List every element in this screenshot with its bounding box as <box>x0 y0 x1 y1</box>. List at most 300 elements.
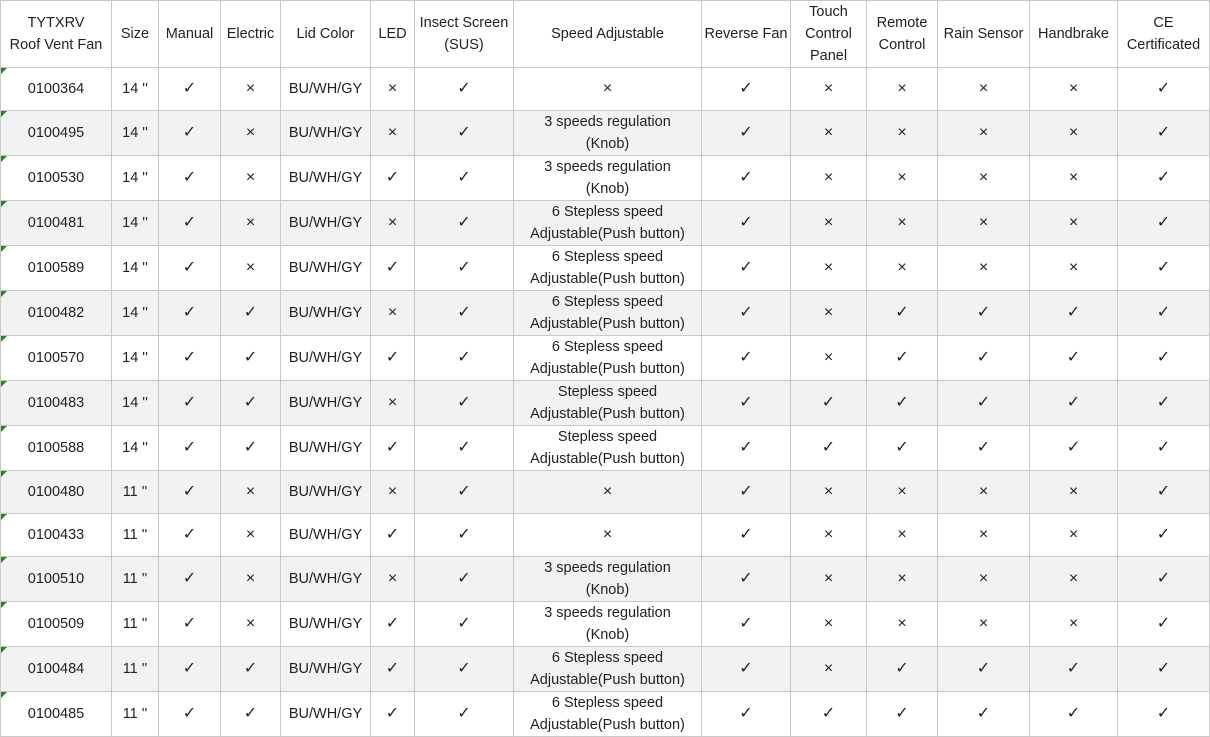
cell-rain-sensor <box>938 647 1030 692</box>
cell-handbrake <box>1030 426 1118 471</box>
cell-led <box>371 514 415 557</box>
check-icon: ✓ <box>976 439 991 456</box>
cell-size: 14 '' <box>112 111 159 156</box>
check-icon: ✓ <box>821 439 836 456</box>
cell-speed-adjustable: Stepless speed Adjustable(Push button) <box>514 426 702 471</box>
check-icon: ✓ <box>182 304 197 321</box>
cell-led <box>371 336 415 381</box>
check-icon: ✓ <box>1066 349 1081 366</box>
cell-size: 14 '' <box>112 68 159 111</box>
cross-icon: × <box>823 660 834 677</box>
check-icon: ✓ <box>182 526 197 543</box>
table-header <box>1 1 1210 68</box>
check-icon: ✓ <box>895 304 909 321</box>
cross-icon: × <box>245 169 256 186</box>
cell-lid-color: BU/WH/GY <box>281 68 371 111</box>
cell-lid-color: BU/WH/GY <box>281 246 371 291</box>
cell-lid-color: BU/WH/GY <box>281 426 371 471</box>
cell-manual <box>159 557 221 602</box>
cell-ce-certificated <box>1118 647 1210 692</box>
cell-electric <box>221 291 281 336</box>
header-row <box>1 1 1210 68</box>
cell-insect-screen <box>415 156 514 201</box>
cell-ce-certificated <box>1118 336 1210 381</box>
cell-led <box>371 68 415 111</box>
cell-model: 0100570 <box>1 336 112 381</box>
check-icon: ✓ <box>739 80 753 97</box>
cell-touch-control-panel <box>791 201 867 246</box>
cross-icon: × <box>823 483 834 500</box>
cell-reverse-fan <box>702 647 791 692</box>
check-icon: ✓ <box>457 259 471 276</box>
check-icon: ✓ <box>243 349 258 366</box>
cell-reverse-fan <box>702 426 791 471</box>
cell-touch-control-panel <box>791 471 867 514</box>
cell-handbrake <box>1030 471 1118 514</box>
check-icon: ✓ <box>182 570 197 587</box>
check-icon: ✓ <box>895 349 909 366</box>
cell-rain-sensor <box>938 201 1030 246</box>
cell-insect-screen <box>415 692 514 737</box>
cross-icon: × <box>978 526 989 543</box>
cross-icon: × <box>978 169 989 186</box>
check-icon: ✓ <box>1066 660 1081 677</box>
cell-rain-sensor <box>938 426 1030 471</box>
cross-icon: × <box>245 483 256 500</box>
cell-electric <box>221 647 281 692</box>
header-led: LED <box>371 1 415 68</box>
cross-icon: × <box>978 615 989 632</box>
table-row <box>1 156 1210 201</box>
cell-led <box>371 246 415 291</box>
header-ce-certificated: CE Certificated <box>1118 1 1210 68</box>
cell-insect-screen <box>415 246 514 291</box>
cross-icon: × <box>1068 80 1079 97</box>
header-size: Size <box>112 1 159 68</box>
cell-insect-screen <box>415 602 514 647</box>
check-icon: ✓ <box>976 660 991 677</box>
cell-electric <box>221 68 281 111</box>
cell-remote-control <box>867 336 938 381</box>
cell-led <box>371 692 415 737</box>
check-icon: ✓ <box>243 304 258 321</box>
cell-model: 0100589 <box>1 246 112 291</box>
cross-icon: × <box>897 526 907 543</box>
cell-ce-certificated <box>1118 291 1210 336</box>
cell-touch-control-panel <box>791 336 867 381</box>
check-icon: ✓ <box>976 394 991 411</box>
cell-reverse-fan <box>702 68 791 111</box>
cross-icon: × <box>823 304 834 321</box>
check-icon: ✓ <box>976 705 991 722</box>
cell-led <box>371 426 415 471</box>
cell-handbrake <box>1030 291 1118 336</box>
header-model: TYTXRV Roof Vent Fan <box>1 1 112 68</box>
cell-touch-control-panel <box>791 381 867 426</box>
check-icon: ✓ <box>457 214 471 231</box>
cell-lid-color: BU/WH/GY <box>281 156 371 201</box>
header-lid-color: Lid Color <box>281 1 371 68</box>
check-icon: ✓ <box>243 705 258 722</box>
cell-lid-color: BU/WH/GY <box>281 111 371 156</box>
cell-size: 11 '' <box>112 557 159 602</box>
table-row <box>1 201 1210 246</box>
check-icon: ✓ <box>821 705 836 722</box>
cross-icon: × <box>897 80 907 97</box>
cross-icon: × <box>978 483 989 500</box>
cross-icon: × <box>978 259 989 276</box>
check-icon: ✓ <box>457 394 471 411</box>
cross-icon: × <box>823 169 834 186</box>
check-icon: ✓ <box>895 705 909 722</box>
check-icon: ✓ <box>1156 169 1171 186</box>
cell-insect-screen <box>415 426 514 471</box>
cell-handbrake <box>1030 514 1118 557</box>
cell-size: 14 '' <box>112 291 159 336</box>
cell-manual <box>159 647 221 692</box>
check-icon: ✓ <box>1156 124 1171 141</box>
cell-size: 14 '' <box>112 246 159 291</box>
cell-touch-control-panel <box>791 557 867 602</box>
cell-remote-control <box>867 471 938 514</box>
check-icon: ✓ <box>243 394 258 411</box>
check-icon: ✓ <box>1156 526 1171 543</box>
cell-remote-control <box>867 156 938 201</box>
cell-reverse-fan <box>702 291 791 336</box>
cell-handbrake <box>1030 692 1118 737</box>
cell-manual <box>159 381 221 426</box>
cell-handbrake <box>1030 68 1118 111</box>
cell-electric <box>221 156 281 201</box>
cell-ce-certificated <box>1118 156 1210 201</box>
cell-handbrake <box>1030 647 1118 692</box>
cell-remote-control <box>867 201 938 246</box>
cell-manual <box>159 201 221 246</box>
header-handbrake: Handbrake <box>1030 1 1118 68</box>
cell-manual <box>159 471 221 514</box>
cross-icon: × <box>823 259 834 276</box>
cell-model: 0100480 <box>1 471 112 514</box>
cell-manual <box>159 514 221 557</box>
cell-rain-sensor <box>938 291 1030 336</box>
check-icon: ✓ <box>182 80 197 97</box>
header-reverse-fan: Reverse Fan <box>702 1 791 68</box>
cross-icon: × <box>1068 169 1079 186</box>
check-icon: ✓ <box>457 660 471 677</box>
check-icon: ✓ <box>1156 570 1171 587</box>
cell-speed-adjustable: 3 speeds regulation (Knob) <box>514 557 702 602</box>
cell-lid-color: BU/WH/GY <box>281 381 371 426</box>
table-row <box>1 647 1210 692</box>
check-icon: ✓ <box>1156 705 1171 722</box>
cross-icon: × <box>1068 214 1079 231</box>
cell-manual <box>159 246 221 291</box>
cell-electric <box>221 514 281 557</box>
cell-manual <box>159 336 221 381</box>
header-insect-screen: Insect Screen (SUS) <box>415 1 514 68</box>
cell-model: 0100510 <box>1 557 112 602</box>
cell-handbrake <box>1030 381 1118 426</box>
cell-led <box>371 557 415 602</box>
cell-lid-color: BU/WH/GY <box>281 514 371 557</box>
cell-handbrake <box>1030 336 1118 381</box>
table-row <box>1 426 1210 471</box>
check-icon: ✓ <box>739 304 753 321</box>
header-remote-control: Remote Control <box>867 1 938 68</box>
check-icon: ✓ <box>739 570 753 587</box>
check-icon: ✓ <box>739 169 753 186</box>
cell-lid-color: BU/WH/GY <box>281 602 371 647</box>
cell-insect-screen <box>415 381 514 426</box>
cross-icon: × <box>978 570 989 587</box>
check-icon: ✓ <box>739 214 753 231</box>
cell-insect-screen <box>415 336 514 381</box>
cell-electric <box>221 111 281 156</box>
cell-reverse-fan <box>702 557 791 602</box>
cell-insect-screen <box>415 68 514 111</box>
cell-manual <box>159 291 221 336</box>
cell-ce-certificated <box>1118 557 1210 602</box>
table-row <box>1 557 1210 602</box>
cell-touch-control-panel <box>791 246 867 291</box>
cross-icon: × <box>245 570 256 587</box>
check-icon: ✓ <box>1156 439 1171 456</box>
cell-led <box>371 111 415 156</box>
cross-icon: × <box>387 483 398 500</box>
cell-electric <box>221 201 281 246</box>
cell-touch-control-panel <box>791 156 867 201</box>
cell-speed-adjustable: Stepless speed Adjustable(Push button) <box>514 381 702 426</box>
cross-icon: × <box>245 80 256 97</box>
cell-touch-control-panel <box>791 426 867 471</box>
check-icon: ✓ <box>182 169 197 186</box>
cell-touch-control-panel <box>791 68 867 111</box>
cell-remote-control <box>867 291 938 336</box>
cell-model: 0100530 <box>1 156 112 201</box>
cell-model: 0100509 <box>1 602 112 647</box>
cell-model: 0100495 <box>1 111 112 156</box>
header-electric: Electric <box>221 1 281 68</box>
cell-handbrake <box>1030 246 1118 291</box>
cross-icon: × <box>897 259 907 276</box>
cell-size: 11 '' <box>112 471 159 514</box>
cell-lid-color: BU/WH/GY <box>281 471 371 514</box>
cell-reverse-fan <box>702 514 791 557</box>
cross-icon: × <box>823 80 834 97</box>
cell-reverse-fan <box>702 381 791 426</box>
cell-reverse-fan <box>702 246 791 291</box>
check-icon: ✓ <box>182 349 197 366</box>
cell-remote-control <box>867 111 938 156</box>
check-icon: ✓ <box>182 705 197 722</box>
check-icon: ✓ <box>457 615 471 632</box>
check-icon: ✓ <box>182 439 197 456</box>
cell-handbrake <box>1030 201 1118 246</box>
cell-model: 0100481 <box>1 201 112 246</box>
cell-speed-adjustable <box>514 471 702 514</box>
check-icon: ✓ <box>739 615 753 632</box>
cell-ce-certificated <box>1118 471 1210 514</box>
cell-speed-adjustable: 6 Stepless speed Adjustable(Push button) <box>514 647 702 692</box>
cell-handbrake <box>1030 111 1118 156</box>
check-icon: ✓ <box>385 259 400 276</box>
cell-rain-sensor <box>938 692 1030 737</box>
check-icon: ✓ <box>1156 304 1171 321</box>
cell-reverse-fan <box>702 201 791 246</box>
check-icon: ✓ <box>385 705 400 722</box>
cell-remote-control <box>867 246 938 291</box>
cell-rain-sensor <box>938 557 1030 602</box>
check-icon: ✓ <box>1066 304 1081 321</box>
cell-led <box>371 471 415 514</box>
cell-electric <box>221 471 281 514</box>
cell-insect-screen <box>415 291 514 336</box>
check-icon: ✓ <box>1066 439 1081 456</box>
check-icon: ✓ <box>182 124 197 141</box>
cross-icon: × <box>823 526 834 543</box>
cell-rain-sensor <box>938 246 1030 291</box>
cell-rain-sensor <box>938 602 1030 647</box>
cell-rain-sensor <box>938 336 1030 381</box>
cell-model: 0100484 <box>1 647 112 692</box>
check-icon: ✓ <box>182 483 197 500</box>
cell-reverse-fan <box>702 336 791 381</box>
cell-lid-color: BU/WH/GY <box>281 291 371 336</box>
table-row <box>1 602 1210 647</box>
cell-ce-certificated <box>1118 692 1210 737</box>
cell-touch-control-panel <box>791 602 867 647</box>
cell-remote-control <box>867 647 938 692</box>
cell-lid-color: BU/WH/GY <box>281 692 371 737</box>
cell-lid-color: BU/WH/GY <box>281 336 371 381</box>
cell-ce-certificated <box>1118 426 1210 471</box>
cell-rain-sensor <box>938 381 1030 426</box>
table-row <box>1 336 1210 381</box>
cross-icon: × <box>978 80 989 97</box>
check-icon: ✓ <box>739 394 753 411</box>
cell-rain-sensor <box>938 471 1030 514</box>
check-icon: ✓ <box>182 615 197 632</box>
cell-handbrake <box>1030 156 1118 201</box>
header-manual: Manual <box>159 1 221 68</box>
check-icon: ✓ <box>739 439 753 456</box>
cell-speed-adjustable <box>514 514 702 557</box>
check-icon: ✓ <box>1066 705 1081 722</box>
cell-led <box>371 201 415 246</box>
check-icon: ✓ <box>895 439 909 456</box>
cell-speed-adjustable: 3 speeds regulation (Knob) <box>514 111 702 156</box>
check-icon: ✓ <box>243 660 258 677</box>
cell-reverse-fan <box>702 602 791 647</box>
cell-electric <box>221 557 281 602</box>
cell-manual <box>159 68 221 111</box>
cell-insect-screen <box>415 111 514 156</box>
cell-speed-adjustable: 6 Stepless speed Adjustable(Push button) <box>514 336 702 381</box>
cell-speed-adjustable: 6 Stepless speed Adjustable(Push button) <box>514 692 702 737</box>
cross-icon: × <box>978 214 989 231</box>
cell-speed-adjustable: 6 Stepless speed Adjustable(Push button) <box>514 246 702 291</box>
check-icon: ✓ <box>182 660 197 677</box>
table-row <box>1 381 1210 426</box>
cell-size: 14 '' <box>112 201 159 246</box>
check-icon: ✓ <box>1156 483 1171 500</box>
cell-speed-adjustable: 3 speeds regulation (Knob) <box>514 602 702 647</box>
cell-model: 0100433 <box>1 514 112 557</box>
cell-manual <box>159 111 221 156</box>
cross-icon: × <box>1068 570 1079 587</box>
cell-manual <box>159 692 221 737</box>
cross-icon: × <box>823 570 834 587</box>
check-icon: ✓ <box>739 483 753 500</box>
cell-speed-adjustable: 6 Stepless speed Adjustable(Push button) <box>514 291 702 336</box>
cross-icon: × <box>823 214 834 231</box>
cell-ce-certificated <box>1118 514 1210 557</box>
cross-icon: × <box>245 124 256 141</box>
check-icon: ✓ <box>739 526 753 543</box>
header-rain-sensor: Rain Sensor <box>938 1 1030 68</box>
cross-icon: × <box>897 483 907 500</box>
cell-ce-certificated <box>1118 246 1210 291</box>
check-icon: ✓ <box>895 394 909 411</box>
cell-reverse-fan <box>702 111 791 156</box>
cell-size: 11 '' <box>112 514 159 557</box>
cross-icon: × <box>823 349 834 366</box>
table-row <box>1 246 1210 291</box>
cell-manual <box>159 156 221 201</box>
check-icon: ✓ <box>739 259 753 276</box>
cell-ce-certificated <box>1118 381 1210 426</box>
check-icon: ✓ <box>457 439 471 456</box>
cell-insect-screen <box>415 201 514 246</box>
check-icon: ✓ <box>182 214 197 231</box>
cross-icon: × <box>387 214 398 231</box>
cross-icon: × <box>602 483 613 500</box>
cross-icon: × <box>245 214 256 231</box>
table-row <box>1 514 1210 557</box>
cross-icon: × <box>897 615 907 632</box>
cell-handbrake <box>1030 557 1118 602</box>
cross-icon: × <box>897 570 907 587</box>
check-icon: ✓ <box>739 705 753 722</box>
cross-icon: × <box>387 80 398 97</box>
check-icon: ✓ <box>182 394 197 411</box>
table-row <box>1 68 1210 111</box>
check-icon: ✓ <box>457 570 471 587</box>
cell-model: 0100483 <box>1 381 112 426</box>
cell-speed-adjustable: 6 Stepless speed Adjustable(Push button) <box>514 201 702 246</box>
header-touch-control-panel: Touch Control Panel <box>791 1 867 68</box>
check-icon: ✓ <box>182 259 197 276</box>
cell-electric <box>221 602 281 647</box>
cross-icon: × <box>1068 526 1079 543</box>
cell-insect-screen <box>415 647 514 692</box>
cell-reverse-fan <box>702 471 791 514</box>
cell-ce-certificated <box>1118 68 1210 111</box>
cross-icon: × <box>387 394 398 411</box>
check-icon: ✓ <box>976 304 991 321</box>
check-icon: ✓ <box>739 660 753 677</box>
check-icon: ✓ <box>385 349 400 366</box>
check-icon: ✓ <box>895 660 909 677</box>
check-icon: ✓ <box>976 349 991 366</box>
cell-touch-control-panel <box>791 291 867 336</box>
cell-ce-certificated <box>1118 201 1210 246</box>
cell-remote-control <box>867 602 938 647</box>
cell-size: 11 '' <box>112 602 159 647</box>
cell-electric <box>221 692 281 737</box>
cell-remote-control <box>867 692 938 737</box>
check-icon: ✓ <box>243 439 258 456</box>
